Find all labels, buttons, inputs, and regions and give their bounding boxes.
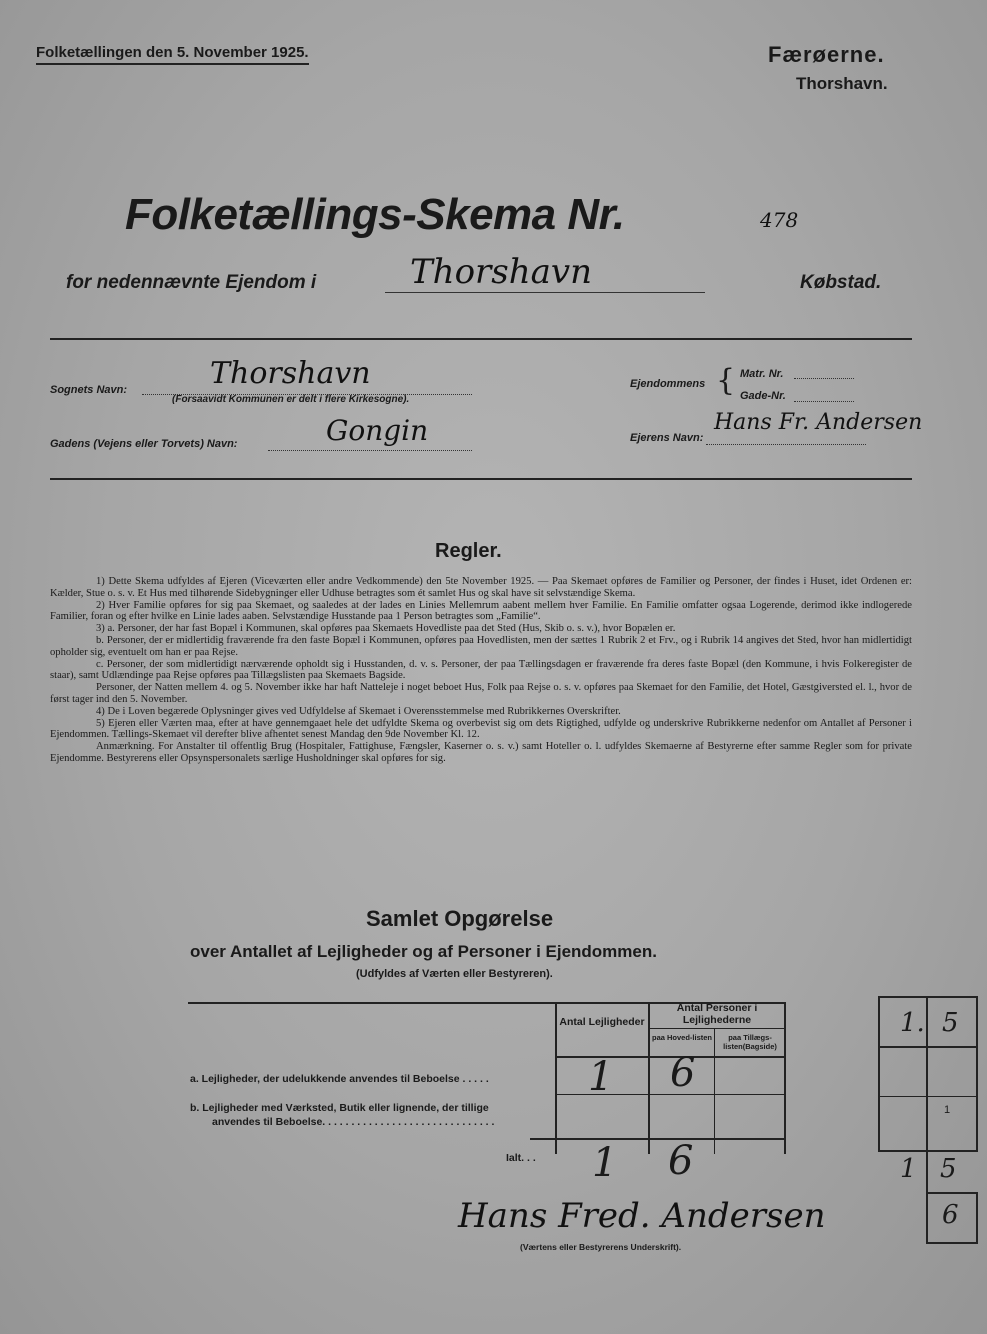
rule-paragraph: 5) Ejeren eller Værten maa, efter at have gennemgaaet hele det udfyldte Skema og overbevist sig om dets Rigtighed, udfylde og underskrive Rubrikkerne nedenfor om Antallet af Personer i Ejendommen. Tællings-Skemaet vil derefter blive afhentet senest Mandag den 9de November Kl. 12. [50,717,912,741]
side-box-top-right: 5 [942,1008,959,1038]
rule-paragraph: 4) De i Loven begærede Oplysninger gives ved Udfyldelse af Skemaet i Overensstemmelse med Rubrikkernes Overskrifter. [96,705,621,717]
ialt-antal-value: 1 [592,1140,618,1186]
a-antal-value: 1 [588,1054,614,1100]
row-b-label: b. Lejligheder med Værksted, Butik eller lignende, der tillige [190,1102,489,1114]
col-tillaeg-header: paa Tillægs-listen(Bagside) [723,1033,777,1051]
parish-label: Sognets Navn: [50,384,128,396]
town-label: Thorshavn. [796,74,888,93]
divider-top [50,338,912,340]
property-town-underline [385,292,705,293]
summary-note: (Udfyldes af Værten eller Bestyreren). [356,968,553,980]
matr-label: Matr. Nr. [740,368,784,380]
property-brace: { [716,363,736,398]
side-box-grid [878,996,978,1152]
property-label: Ejendommens [630,378,706,390]
form-title: Folketællings-Skema Nr. [125,190,625,239]
side-box-top-left: 1. [900,1008,925,1038]
gade-label: Gade-Nr. [740,390,786,402]
side-box-mid: 1 [944,1104,951,1116]
col-antal-header: Antal Lejligheder [559,1016,645,1028]
property-suffix: Købstad. [800,272,882,293]
row-a-label: a. Lejligheder, der udelukkende anvendes til Beboelse . . . . . [190,1073,489,1085]
street-value-handwritten: Gongin [326,414,429,447]
rule-paragraph: 1) Dette Skema udfyldes af Ejeren (Viceværten eller andre Vedkommende) den 5te November 1925. — Paa Skemaet opføres de Familier og Personer, der findes i Huset, idet Ordenen er: Kælder, Stue o. s. v. Et Hus med tilhørende Sidebygninger eller Udhuse betragtes som ét samlet Hus og skal have sit selvstændige Skema. [50,576,912,599]
matr-line [794,378,854,379]
col-hoved-header: paa Hoved-listen [651,1033,712,1042]
rule-paragraph: 2) Hver Familie opføres for sig paa Skemaet, og saaledes at der lades en Linies Mellemrum aabent mellem hver Familie. En Familie omfatter ogsaa Logerende, derimod ikke indlogerede Familier, foran og efter hvilke en Linie lades aaben. Selvstændige Husstande paa 1 Person betragtes som „Familie“. [50,599,912,623]
census-date-line: Folketællingen den 5. November 1925. [36,44,309,65]
table-subheader-rule [648,1028,784,1029]
region-label: Færøerne. [768,42,885,67]
rules-heading: Regler. [435,540,502,562]
a-hoved-value: 6 [670,1050,696,1096]
property-town-handwritten: Thorshavn [410,252,593,292]
col-personer-header: Antal Personer i Lejlighederne [676,1002,758,1026]
rule-paragraph: b. Personer, der er midlertidig fraværende fra den faste Bopæl i Kommunen, opføres paa Hovedlisten, men der sættes 1 Rubrik 2 et Frv., og i Rubrik 14 angives det Sted, hvor han midlertidigt opholder sig, eventuelt om han er paa Rejse. [50,634,912,658]
divider-bottom [50,478,912,480]
row-b-label-cont: anvendes til Beboelse. . . . . . . . . . . . . . . . . . . . . . . . . . . . . . [212,1116,495,1128]
rule-paragraph: Personer, der Natten mellem 4. og 5. November ikke har haft Natteleje i noget beboet Hus, Folk paa Rejse o. s. v. opføres paa Skemaet for den Familie, det Hotel, Gæstgiversted el. l., hvor de først tager ind den 5. November. [50,682,912,705]
ialt-hoved-value: 6 [668,1138,694,1184]
rule-paragraph: Anmærkning. For Anstalter til offentlig Brug (Hospitaler, Fattighuse, Fængsler, Kaserner o. s. v.) samt Hoteller o. l. udfyldes Skemaerne af Bestyrerne efter samme Regler som for private Ejendomme. Bestyrerens eller Opsynspersonalets særlige Husholdninger skal opføres for sig. [50,741,912,764]
table-total-rule [530,1138,784,1140]
rules-text [50,576,912,765]
form-number: 478 [760,208,799,232]
parish-note: (Forsaavidt Kommunen er delt i flere Kirkesogne). [172,394,410,405]
table-col-line [714,1028,715,1154]
side-box-bottom-right: 5 [940,1154,957,1184]
signature-caption: (Værtens eller Bestyrerens Underskrift). [520,1242,682,1252]
gade-line [794,401,854,402]
side-box-divider [926,996,928,1192]
owner-value-handwritten: Hans Fr. Andersen [714,410,923,435]
table-col-line [784,1002,786,1154]
property-prefix: for nedennævnte Ejendom i [66,272,317,293]
side-box-rule [878,1096,976,1097]
parish-value-handwritten: Thorshavn [210,356,371,391]
street-line [268,450,472,451]
street-label: Gadens (Vejens eller Torvets) Navn: [50,438,238,450]
summary-subheading: over Antallet af Lejligheder og af Personer i Ejendommen. [190,942,657,961]
owner-line [706,444,866,445]
row-ialt-label: Ialt. . . [506,1152,536,1164]
summary-heading: Samlet Opgørelse [366,906,554,931]
owner-label: Ejerens Navn: [630,432,704,444]
side-box-rule [878,1046,976,1048]
signature-handwritten: Hans Fred. Andersen [458,1196,826,1236]
side-box-total-value: 6 [942,1200,959,1230]
rule-paragraph: 3) a. Personer, der har fast Bopæl i Kommunen, skal opføres paa Skemaets Hovedliste paa det Sted (Hus, Skib o. s. v.), hvor Bopælen er. [96,623,676,635]
rule-paragraph: c. Personer, der som midlertidigt nærværende opholdt sig i Husstanden, d. v. s. Personer, der paa Tællingsdagen er fraværende fra deres faste Bopæl (den Kommune, i hvis Folkeregister de staar), samt Udlændinge paa Rejse opføres paa Tillægslisten paa Skemaets Bagside. [50,658,912,682]
side-box-bottom-left: 1 [900,1154,917,1184]
